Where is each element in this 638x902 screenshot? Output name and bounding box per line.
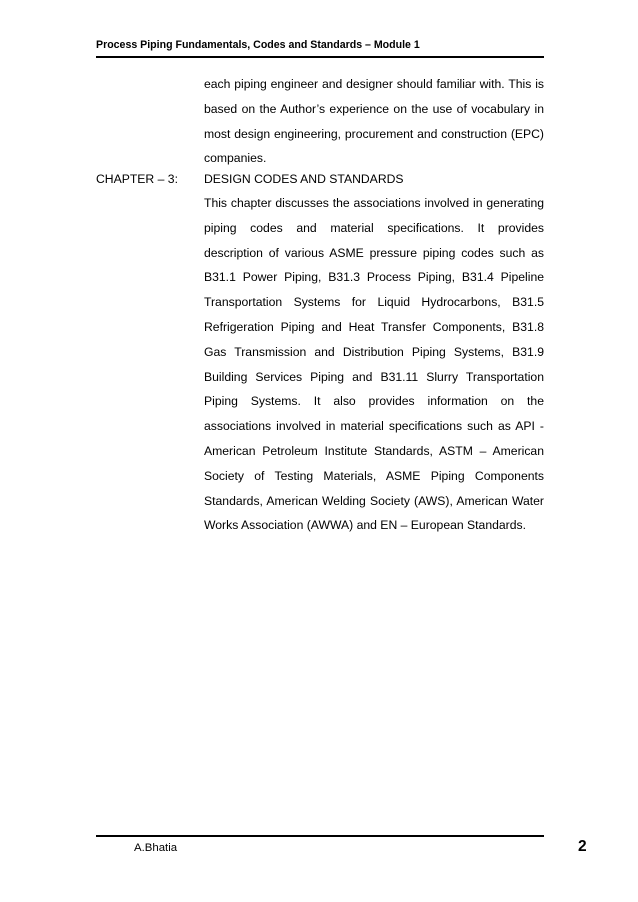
chapter-title: DESIGN CODES AND STANDARDS: [204, 172, 404, 186]
footer-rule: [96, 835, 544, 837]
header-rule: [96, 56, 544, 58]
chapter-paragraph: This chapter discusses the associations involved in generating piping codes and material specifications. It provides description of various ASME pressure piping codes such as B31.1 Power Piping, B31.3 Process Piping, B31.4 Pipeline Transportation Systems for Liquid Hydrocarbons, B31.5 Refrigeration Piping and Heat Transfer Components, B31.8 Gas Transmission and Distribution Piping Systems, B31.9 Building Services Piping and B31.11 Slurry Transportation Piping Systems. It also provides information on the associations involved in material specifications such as API - American Petroleum Institute Standards, ASTM – American Society of Testing Materials, ASME Piping Components Standards, American Welding Society (AWS), American Water Works Association (AWWA) and EN – European Standards.: [204, 196, 544, 533]
chapter-label: CHAPTER – 3:: [96, 172, 178, 186]
page-number: 2: [578, 838, 587, 855]
continued-paragraph: each piping engineer and designer should familiar with. This is based on the Author’s experience on the use of vocabulary in most design engineering, procurement and construction (EPC) companies.: [204, 77, 544, 166]
footer-author: A.Bhatia: [134, 842, 178, 854]
running-header-title: Process Piping Fundamentals, Codes and Standards – Module 1: [96, 39, 420, 51]
